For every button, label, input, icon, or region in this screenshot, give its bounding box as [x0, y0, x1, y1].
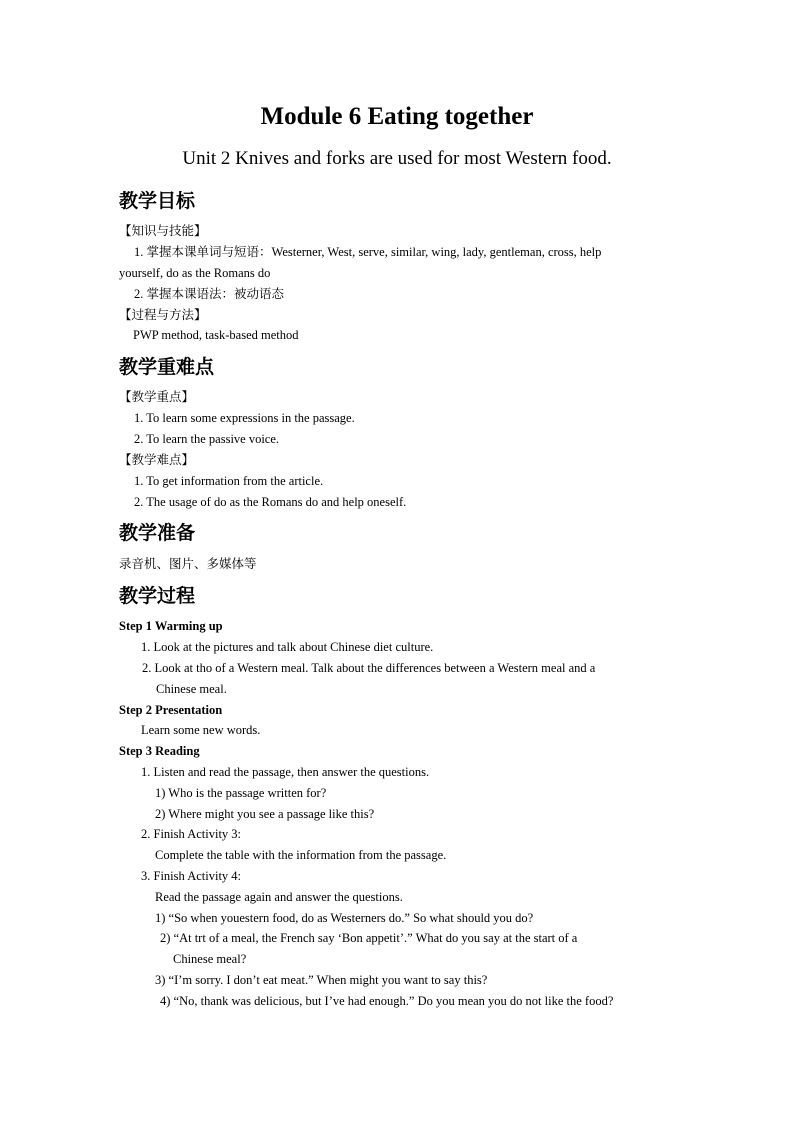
- focus-label: 【教学重点】: [119, 389, 195, 404]
- objective-item-1-cont: yourself, do as the Romans do: [119, 266, 271, 280]
- objective-item-2-text: 掌握本课语法：被动语态: [146, 286, 285, 301]
- step-3-item-2-text: Complete the table with the information from the passage.: [155, 848, 447, 862]
- difficulty-label: 【教学难点】: [119, 452, 195, 467]
- step-3-item-2: 2. Finish Activity 3:: [141, 827, 242, 841]
- page-subtitle: Unit 2 Knives and forks are used for most Western food.: [182, 148, 612, 169]
- step-3-question-2: 2) Where might you see a passage like this?: [155, 807, 375, 821]
- step-1-item-1: 1. Look at the pictures and talk about Chinese diet culture.: [141, 640, 434, 654]
- objective-item-2-prefix: 2.: [134, 287, 144, 301]
- objective-item-1-text: Westerner, West, serve, similar, wing, lady, gentleman, cross, help: [271, 245, 602, 259]
- step-3-item-3-text: Read the passage again and answer the questions.: [155, 890, 403, 904]
- process-label: 【过程与方法】: [119, 307, 207, 322]
- objective-item-1: [134, 243, 601, 261]
- step-2-text: Learn some new words.: [141, 723, 261, 737]
- focus-item: 1. To learn some expressions in the passage.: [134, 411, 355, 425]
- step-3-answer-2: 2) “At trt of a meal, the French say ‘Bon appetit’.” What do you say at the start of a: [160, 931, 578, 945]
- knowledge-label: 【知识与技能】: [119, 223, 207, 238]
- page-title: Module 6 Eating together: [260, 103, 534, 130]
- objectives-heading: 教学目标: [119, 190, 196, 212]
- objective-item-1-prefix: 1.: [134, 245, 144, 259]
- step-3-answer-4: 4) “No, thank was delicious, but I’ve had enough.” Do you mean you do not like the food?: [160, 994, 614, 1008]
- step-3-item-3: 3. Finish Activity 4:: [141, 869, 242, 883]
- step-2-title: Step 2 Presentation: [119, 703, 223, 717]
- preparation-heading: 教学准备: [119, 522, 196, 544]
- step-1-item-2: 2. Look at tho of a Western meal. Talk about the differences between a Western meal and a: [142, 661, 596, 675]
- step-3-item-1: 1. Listen and read the passage, then answer the questions.: [141, 765, 430, 779]
- step-1-item-2-cont: Chinese meal.: [156, 682, 227, 696]
- objective-item-1-cn: 掌握本课单词与短语：: [146, 244, 272, 259]
- difficulty-item: 1. To get information from the article.: [134, 474, 324, 488]
- procedure-heading: 教学过程: [119, 585, 196, 607]
- step-3-title: Step 3 Reading: [119, 744, 200, 758]
- process-text: PWP method, task-based method: [133, 328, 299, 342]
- step-3-answer-2-cont: Chinese meal?: [173, 952, 247, 966]
- difficulty-item: 2. The usage of do as the Romans do and help oneself.: [134, 495, 407, 509]
- objective-item-2: [134, 285, 284, 303]
- step-3-answer-1: 1) “So when youestern food, do as Westerners do.” So what should you do?: [155, 911, 534, 925]
- preparation-text: 录音机、图片、多媒体等: [119, 556, 257, 571]
- focus-item: 2. To learn the passive voice.: [134, 432, 280, 446]
- step-1-title: Step 1 Warming up: [119, 619, 223, 633]
- step-3-answer-3: 3) “I’m sorry. I don’t eat meat.” When might you want to say this?: [155, 973, 488, 987]
- key-points-heading: 教学重难点: [119, 356, 215, 378]
- step-3-question-1: 1) Who is the passage written for?: [155, 786, 327, 800]
